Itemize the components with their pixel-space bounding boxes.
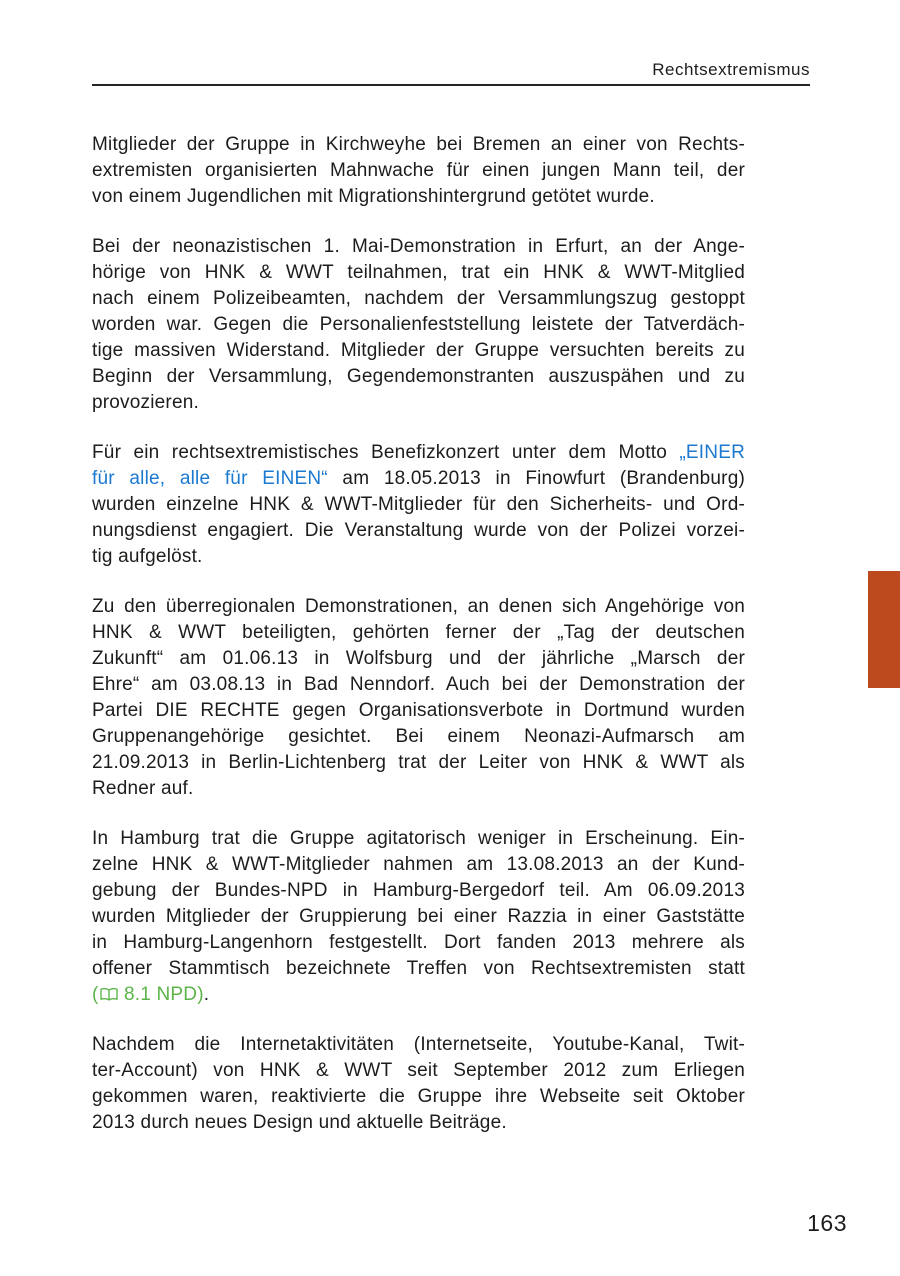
- text-segment: offener Stammtisch bezeichnete Treffen von Rechtsextremisten statt: [92, 958, 745, 979]
- text-segment: .: [203, 984, 210, 1005]
- text-line: [92, 646, 745, 672]
- text-line: [92, 1084, 745, 1110]
- text-line: [92, 338, 745, 364]
- text-line: [92, 1058, 745, 1084]
- text-segment: Zu den überregionalen Demonstrationen, an denen sich Angehörige von: [92, 596, 745, 617]
- text-segment: 21.09.2013 in Berlin-Lichtenberg trat der Leiter von HNK & WWT als: [92, 752, 745, 773]
- text-segment: gebung der Bundes-NPD in Hamburg-Bergedorf teil. Am 06.09.2013: [92, 880, 745, 901]
- page-number: 163: [807, 1210, 847, 1236]
- text-segment: Ehre“ am 03.08.13 in Bad Nenndorf. Auch bei der Demonstration der: [92, 674, 745, 695]
- text-segment: extremisten organisierten Mahnwache für einen jungen Mann teil, der: [92, 160, 745, 181]
- text-segment: Gruppenangehörige gesichtet. Bei einem Neonazi-Aufmarsch am: [92, 726, 745, 747]
- paragraph: [92, 234, 745, 416]
- text-line: [92, 776, 745, 802]
- text-line: [92, 852, 745, 878]
- text-line: [92, 1032, 745, 1058]
- text-line: [92, 672, 745, 698]
- paragraph: [92, 594, 745, 802]
- text-segment: HNK & WWT beteiligten, gehörten ferner der „Tag der deutschen: [92, 622, 745, 643]
- text-line: [92, 620, 745, 646]
- text-segment: ter-Account) von HNK & WWT seit September 2012 zum Erliegen: [92, 1060, 745, 1081]
- text-line: [92, 878, 745, 904]
- text-segment: von einem Jugendlichen mit Migrationshintergrund getötet wurde.: [92, 186, 655, 207]
- text-segment: am 18.05.2013 in Finowfurt (Brandenburg): [327, 468, 745, 489]
- text-segment: in Hamburg-Langenhorn festgestellt. Dort fanden 2013 mehrere als: [92, 932, 745, 953]
- text-segment: Zukunft“ am 01.06.13 in Wolfsburg und der jährliche „Marsch der: [92, 648, 745, 669]
- text-line: [92, 930, 745, 956]
- text-line: [92, 544, 745, 570]
- text-line: [92, 234, 745, 260]
- body-text: [92, 132, 745, 1136]
- text-segment: Für ein rechtsextremistisches Benefizkonzert unter dem Motto: [92, 442, 680, 463]
- text-segment: wurden einzelne HNK & WWT-Mitglieder für den Sicherheits- und Ord-: [92, 494, 745, 515]
- text-line: [92, 904, 745, 930]
- text-segment: nungsdienst engagiert. Die Veranstaltung wurde von der Polizei vorzei-: [92, 520, 745, 541]
- text-line: [92, 260, 745, 286]
- text-line: [92, 286, 745, 312]
- text-segment: Mitglieder der Gruppe in Kirchweyhe bei Bremen an einer von Rechts-: [92, 134, 745, 155]
- paragraph: [92, 132, 745, 210]
- open-book-icon: [99, 984, 119, 1005]
- text-line: [92, 594, 745, 620]
- text-line: [92, 312, 745, 338]
- header-rule: [92, 84, 810, 86]
- text-line: [92, 390, 745, 416]
- chapter-tab-marker: [868, 571, 900, 688]
- text-segment: Partei DIE RECHTE gegen Organisationsverbote in Dortmund wurden: [92, 700, 745, 721]
- paragraph: [92, 440, 745, 570]
- text-segment: tige massiven Widerstand. Mitglieder der Gruppe versuchten bereits zu: [92, 340, 745, 361]
- cross-reference-link[interactable]: 8.1 NPD): [118, 984, 204, 1005]
- text-line: [92, 132, 745, 158]
- text-segment: gekommen waren, reaktivierte die Gruppe ihre Webseite seit Oktober: [92, 1086, 745, 1107]
- text-line: [92, 698, 745, 724]
- text-line: [92, 724, 745, 750]
- text-line: [92, 158, 745, 184]
- text-segment: In Hamburg trat die Gruppe agitatorisch weniger in Erscheinung. Ein-: [92, 828, 745, 849]
- text-line: [92, 440, 745, 466]
- cross-reference-link[interactable]: (: [92, 984, 99, 1005]
- text-line: [92, 518, 745, 544]
- running-header: Rechtsextremismus: [652, 60, 810, 79]
- paragraph: [92, 826, 745, 1008]
- motto-highlight: „EINER: [679, 442, 745, 463]
- text-line: [92, 466, 745, 492]
- text-line: [92, 956, 745, 982]
- text-line: [92, 1110, 745, 1136]
- text-segment: Nachdem die Internetaktivitäten (Internetseite, Youtube-Kanal, Twit-: [92, 1034, 745, 1055]
- text-line: [92, 750, 745, 776]
- text-segment: hörige von HNK & WWT teilnahmen, trat ein HNK & WWT-Mitglied: [92, 262, 745, 283]
- text-segment: wurden Mitglieder der Gruppierung bei einer Razzia in einer Gaststätte: [92, 906, 745, 927]
- text-line: [92, 492, 745, 518]
- text-segment: provozieren.: [92, 392, 199, 413]
- text-line: [92, 364, 745, 390]
- text-segment: Redner auf.: [92, 778, 194, 799]
- text-segment: Bei der neonazistischen 1. Mai-Demonstration in Erfurt, an der Ange-: [92, 236, 745, 257]
- text-line: [92, 982, 745, 1008]
- text-segment: zelne HNK & WWT-Mitglieder nahmen am 13.08.2013 an der Kund-: [92, 854, 745, 875]
- paragraph: [92, 1032, 745, 1136]
- text-segment: nach einem Polizeibeamten, nachdem der Versammlungszug gestoppt: [92, 288, 745, 309]
- text-line: [92, 184, 745, 210]
- text-segment: tig aufgelöst.: [92, 546, 203, 567]
- text-line: [92, 826, 745, 852]
- motto-highlight: für alle, alle für EINEN“: [92, 468, 328, 489]
- text-segment: worden war. Gegen die Personalienfeststellung leistete der Tatverdäch-: [92, 314, 745, 335]
- text-segment: Beginn der Versammlung, Gegendemonstranten auszuspähen und zu: [92, 366, 745, 387]
- text-segment: 2013 durch neues Design und aktuelle Beiträge.: [92, 1112, 507, 1133]
